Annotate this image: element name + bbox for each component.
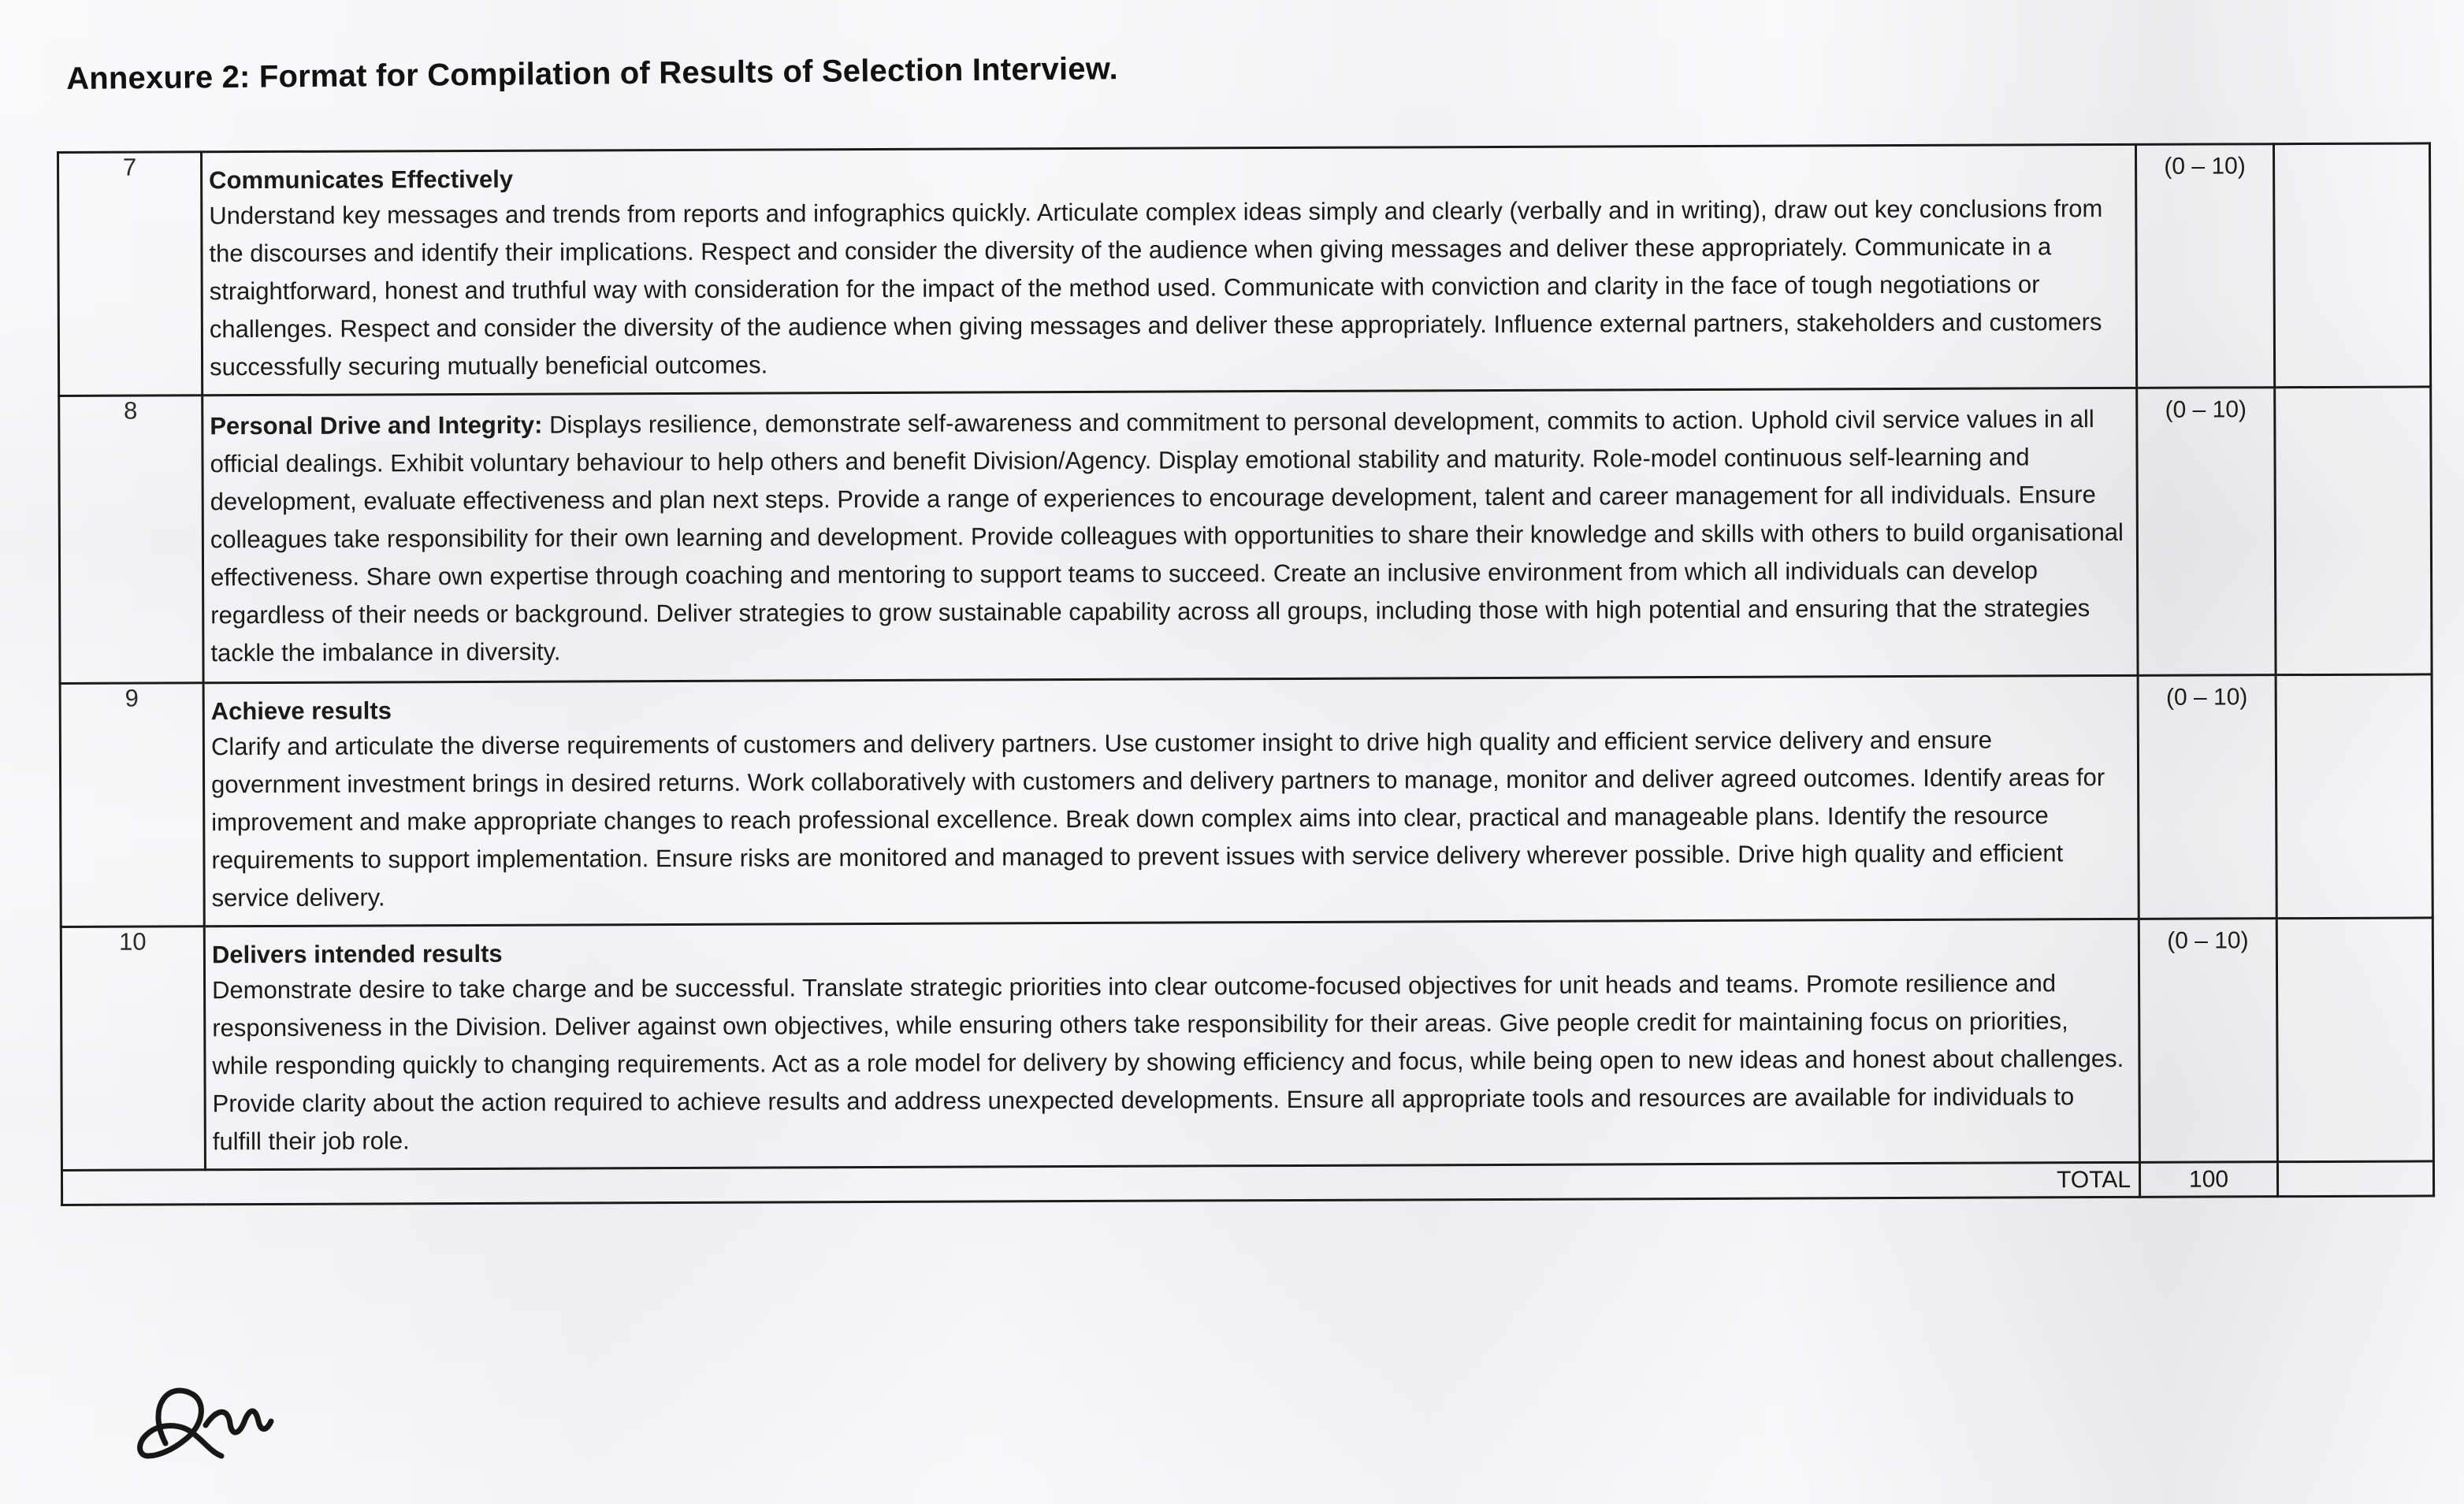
criterion-number: 10: [61, 927, 205, 1171]
score-range: (0 – 10): [2135, 144, 2274, 388]
score-entry-cell[interactable]: [2275, 387, 2432, 675]
table-row: [58, 143, 2431, 396]
criterion-description: [203, 675, 2139, 927]
score-entry-cell[interactable]: [2276, 674, 2432, 919]
criterion-heading: Personal Drive and Integrity:: [210, 410, 543, 440]
score-range: (0 – 10): [2138, 675, 2276, 919]
score-entry-cell[interactable]: [2273, 143, 2430, 388]
criterion-text: Displays resilience, demonstrate self-awareness and commitment to personal development, commits to action. Uphold civil service values in all official dealings. Exhibit voluntary behaviour to help others and benefit Division/Agency. Display emotional stability and maturity. Role-model continuous self-learning and development, evaluate effectiveness and plan next steps. Provide a range of experiences to encourage development, talent and career management for all individuals. Ensure colleagues take responsibility for their own learning and development. Provide colleagues with opportunities to share their knowledge and skills with others to build organisational effectiveness. Share own expertise through coaching and mentoring to support teams to succeed. Create an inclusive environment from which all individuals can develop regardless of their needs or background. Deliver strategies to grow sustainable capability across all groups, including those with high potential and ensuring that the strategies tackle the imbalance in diversity.: [210, 405, 2124, 667]
criterion-description: [202, 144, 2137, 395]
score-range: (0 – 10): [2139, 919, 2277, 1163]
results-table: [57, 142, 2435, 1206]
criterion-number: 9: [60, 683, 204, 927]
score-entry-cell[interactable]: [2276, 918, 2433, 1162]
table-row: [61, 918, 2433, 1171]
criterion-number: 7: [58, 152, 203, 396]
criterion-text: Clarify and articulate the diverse requirements of customers and delivery partners. Use customer insight to drive high quality and efficient service delivery and ensure government investment brings in desired returns. Work collaboratively with customers and delivery partners to manage, monitor and deliver agreed outcomes. Identify areas for improvement and make appropriate changes to reach professional excellence. Break down complex aims into clear, practical and manageable plans. Identify the resource requirements to support implementation. Ensure risks are monitored and managed to prevent issues with service delivery wherever possible. Drive high quality and efficient service delivery.: [210, 726, 2105, 912]
table-row: [60, 674, 2432, 927]
score-range: (0 – 10): [2137, 388, 2276, 676]
criterion-text: Understand key messages and trends from reports and infographics quickly. Articulate complex ideas simply and clearly (verbally and in writing), draw out key conclusions from the discourses and identify their implications. Respect and consider the diversity of the audience when giving messages and deliver these appropriately. Communicate in a straightforward, honest and truthful way with consideration for the impact of the method used. Communicate with conviction and clarity in the face of tough negotiations or challenges. Respect and consider the diversity of the audience when giving messages and deliver these appropriately. Influence external partners, stakeholders and customers successfully securing mutually beneficial outcomes.: [209, 194, 2103, 381]
criterion-description: [203, 388, 2138, 682]
document-title: Annexure 2: Format for Compilation of Results of Selection Interview.: [66, 51, 1119, 96]
criterion-description: [204, 919, 2139, 1171]
total-label: TOTAL: [205, 1163, 2139, 1205]
table-row: [59, 387, 2432, 684]
signature-graphic: [132, 1363, 282, 1481]
results-table-container: [57, 142, 2432, 1223]
total-score-entry-cell[interactable]: [2277, 1161, 2433, 1197]
total-row-spacer: [61, 1170, 205, 1205]
total-value: 100: [2139, 1162, 2277, 1198]
criterion-heading: Achieve results: [210, 696, 392, 726]
criterion-heading: Communicates Effectively: [209, 165, 514, 195]
criterion-number: 8: [59, 395, 203, 684]
criterion-heading: Delivers intended results: [211, 939, 503, 969]
criterion-text: Demonstrate desire to take charge and be successful. Translate strategic priorities into clear outcome-focused objectives for unit heads and teams. Promote resilience and responsiveness in the Division. Deliver against own objectives, while ensuring others take responsibility for their areas. Give people credit for maintaining focus on priorities, while responding quickly to changing requirements. Act as a role model for delivery by showing efficiency and focus, while being open to new ideas and honest about challenges. Provide clarity about the action required to achieve results and address unexpected developments. Ensure all appropriate tools and resources are available for individuals to fulfill their job role.: [212, 969, 2124, 1156]
handwritten-signature: [132, 1363, 282, 1481]
